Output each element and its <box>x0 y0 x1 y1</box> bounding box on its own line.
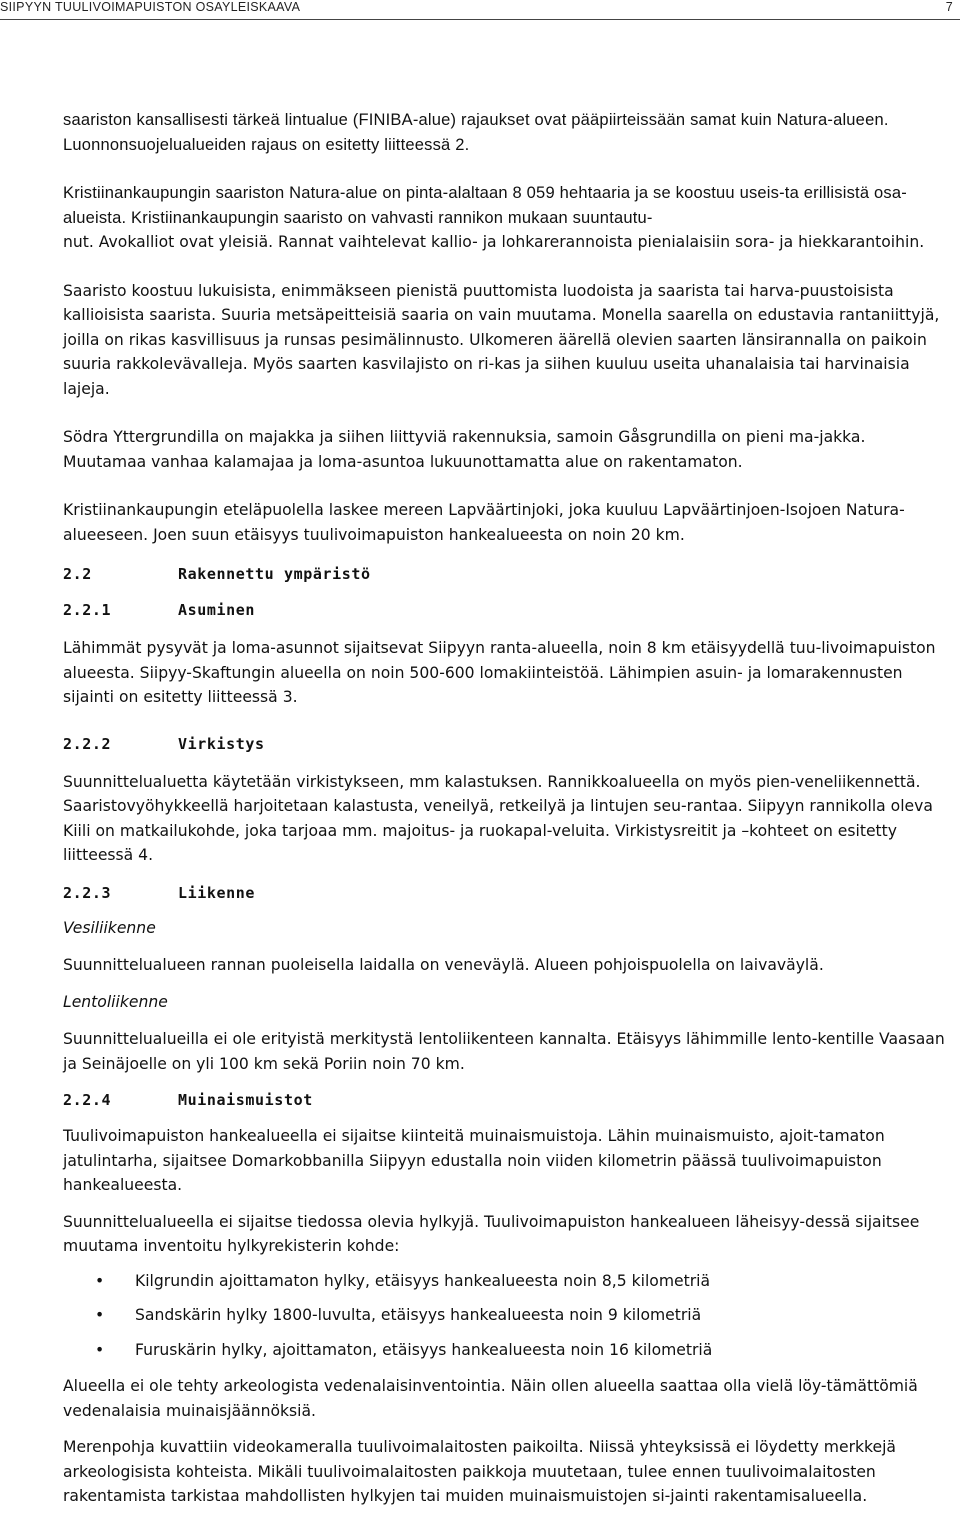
paragraph-housing: Lähimmät pysyvät ja loma-asunnot sijaitsevat Siipyyn ranta-alueella, noin 8 km etäisyydellä tuu-livoimapuiston alueesta. Siipyy-Skaftungin alueella on noin 500-600 lomakiinteistöä. Lähimpien asuin- ja lomarakennusten sijainti on esitetty liitteessä 3. <box>63 639 936 706</box>
heading-title: Liikenne <box>178 883 256 902</box>
bullet-icon: • <box>95 1306 105 1324</box>
heading-title: Rakennettu ympäristö <box>178 565 371 583</box>
bullet-icon: • <box>95 1271 105 1290</box>
list-item <box>63 1338 948 1363</box>
wreck-list <box>63 1269 948 1363</box>
paragraph-natura-area <box>63 181 948 255</box>
page-header <box>0 0 960 18</box>
list-item <box>63 1269 948 1294</box>
subheading-air-traffic: Lentoliikenne <box>63 992 168 1011</box>
paragraph-seabed-survey: Merenpohja kuvattiin videokameralla tuulivoimalaitosten paikoilta. Niissä yhteyksissä ei löydetty merkkejä arkeologisista kohteista. Mikäli tuulivoimalaitosten paikkoja muutetaan, tulee ennen tuulivoimalaitosten rakentamista tarkistaa mahdollisten hylkyjen tai muiden muinaismuistojen si-jainti rakentamisalueella. <box>63 1438 896 1505</box>
list-item <box>63 1303 948 1328</box>
list-item-text: Furuskärin hylky, ajoittamaton, etäisyys hankealueesta noin 16 kilometriä <box>135 1340 713 1359</box>
bullet-icon: • <box>95 1340 105 1359</box>
heading-title: Virkistys <box>178 734 265 753</box>
heading-number: 2.2.2 <box>63 734 112 753</box>
paragraph-lighthouses: Södra Yttergrundilla on majakka ja siihen liittyviä rakennuksia, samoin Gåsgrundilla on pieni ma-jakka. Muutamaa vanhaa kalamajaa ja loma-asuntoa lukuunottamatta alue on rakentamaton. <box>63 428 866 471</box>
paragraph-underwater-inventory: Alueella ei ole tehty arkeologista vedenalaisinventointia. Näin ollen alueella saattaa olla vielä löy-tämättömiä vedenalaisia muinaisjäännöksiä. <box>63 1377 918 1420</box>
header-divider <box>0 19 960 20</box>
paragraph-water-traffic: Suunnittelualueen rannan puoleisella laidalla on veneväylä. Alueen pohjoispuolella on laivaväylä. <box>63 956 824 974</box>
heading-title: Asuminen <box>178 601 256 619</box>
paragraph-recreation: Suunnittelualuetta käytetään virkistykseen, mm kalastuksen. Rannikkoalueella on myös pien-veneliikennettä. Saaristovyöhykkeellä harjoitetaan kalastusta, veneilyä, retkeilyä ja lintujen seu-rantaa. Siipyyn rannikolla oleva Kiili on matkailukohde, joka tarjoaa mm. majoitus- ja ruokapal-veluita. Virkistysreitit ja –kohteet on esitetty liitteessä 4. <box>63 772 933 864</box>
heading-built-environment <box>63 562 948 586</box>
page-content <box>63 108 948 1509</box>
paragraph-archipelago: Saaristo koostuu lukuisista, enimmäkseen pienistä puuttomista luodoista ja saarista tai harva-puustoisista kallioisista saarista. Suuria metsäpeitteisiä saaria on vain muutama. Monella saarella on edustavia rantaniittyjä, joilla on rikas kasvillisuus ja runsas pesimälinnusto. Ulkomeren äärellä olevien saarten länsirannalla on paikoin suuria rakkolevävalleja. Myös saarten kasvilajisto on ri-kas ja siihen kuuluu useita uhanalaisia tai harvinaisia lajeja. <box>63 281 940 398</box>
paragraph-finiba: saariston kansallisesti tärkeä lintualue (FINIBA-alue) rajaukset ovat pääpiirteissään samat kuin Natura-alueen. Luonnonsuojelualueiden rajaus on esitetty liitteessä 2. <box>63 111 889 154</box>
heading-title: Muinaismuistot <box>178 1091 313 1109</box>
heading-number: 2.2.3 <box>63 883 112 902</box>
heading-number: 2.2.1 <box>63 601 112 619</box>
heading-number: 2.2 <box>63 565 92 583</box>
paragraph-air-traffic: Suunnittelualueilla ei ole erityistä merkitystä lentoliikenteen kannalta. Etäisyys lähimmille lento-kentille Vaasaan ja Seinäjoelle on yli 100 km sekä Poriin noin 70 km. <box>63 1030 945 1073</box>
list-item-text: Sandskärin hylky 1800-luvulta, etäisyys hankealueesta noin 9 kilometriä <box>135 1306 702 1324</box>
paragraph-lapvaartinjoki: Kristiinankaupungin eteläpuolella laskee mereen Lapväärtinjoki, joka kuuluu Lapväärtinjoen-Isojoen Natura-alueeseen. Joen suun etäisyys tuulivoimapuiston hankealueesta on noin 20 km. <box>63 501 905 544</box>
paragraph-wrecks: Suunnittelualueella ei sijaitse tiedossa olevia hylkyjä. Tuulivoimapuiston hankealueen läheisyy-dessä sijaitsee muutama inventoitu hylkyrekisterin kohde: <box>63 1212 920 1255</box>
paragraph-natura-area-part2: nut. Avokalliot ovat yleisiä. Rannat vaihtelevat kallio- ja lohkarerannoista pienialaisiin sora- ja hiekkarantoihin. <box>63 233 925 251</box>
heading-antiquities <box>63 1088 948 1112</box>
heading-housing <box>63 598 948 622</box>
heading-traffic <box>63 881 948 905</box>
list-item-text: Kilgrundin ajoittamaton hylky, etäisyys hankealueesta noin 8,5 kilometriä <box>135 1271 711 1290</box>
paragraph-antiquities: Tuulivoimapuiston hankealueella ei sijaitse kiinteitä muinaismuistoja. Lähin muinaismuisto, ajoit-tamaton jatulintarha, sijaitsee Domarkobbanilla Siipyyn edustalla noin viiden kilometrin päässä tuulivoimapuiston hankealueesta. <box>63 1127 885 1194</box>
paragraph-natura-area-part1: Kristiinankaupungin saariston Natura-alue on pinta-alaltaan 8 059 hehtaaria ja se koostuu useis-ta erillisistä osa-alueista. Kristiinankaupungin saaristo on vahvasti rannikon mukaan suuntautu- <box>63 184 907 227</box>
heading-recreation <box>63 732 948 756</box>
subheading-water-traffic: Vesiliikenne <box>63 918 156 937</box>
page-number: 7 <box>945 0 953 14</box>
document-title: SIIPYYN TUULIVOIMAPUISTON OSAYLEISKAAVA <box>0 0 301 14</box>
heading-number: 2.2.4 <box>63 1091 112 1109</box>
